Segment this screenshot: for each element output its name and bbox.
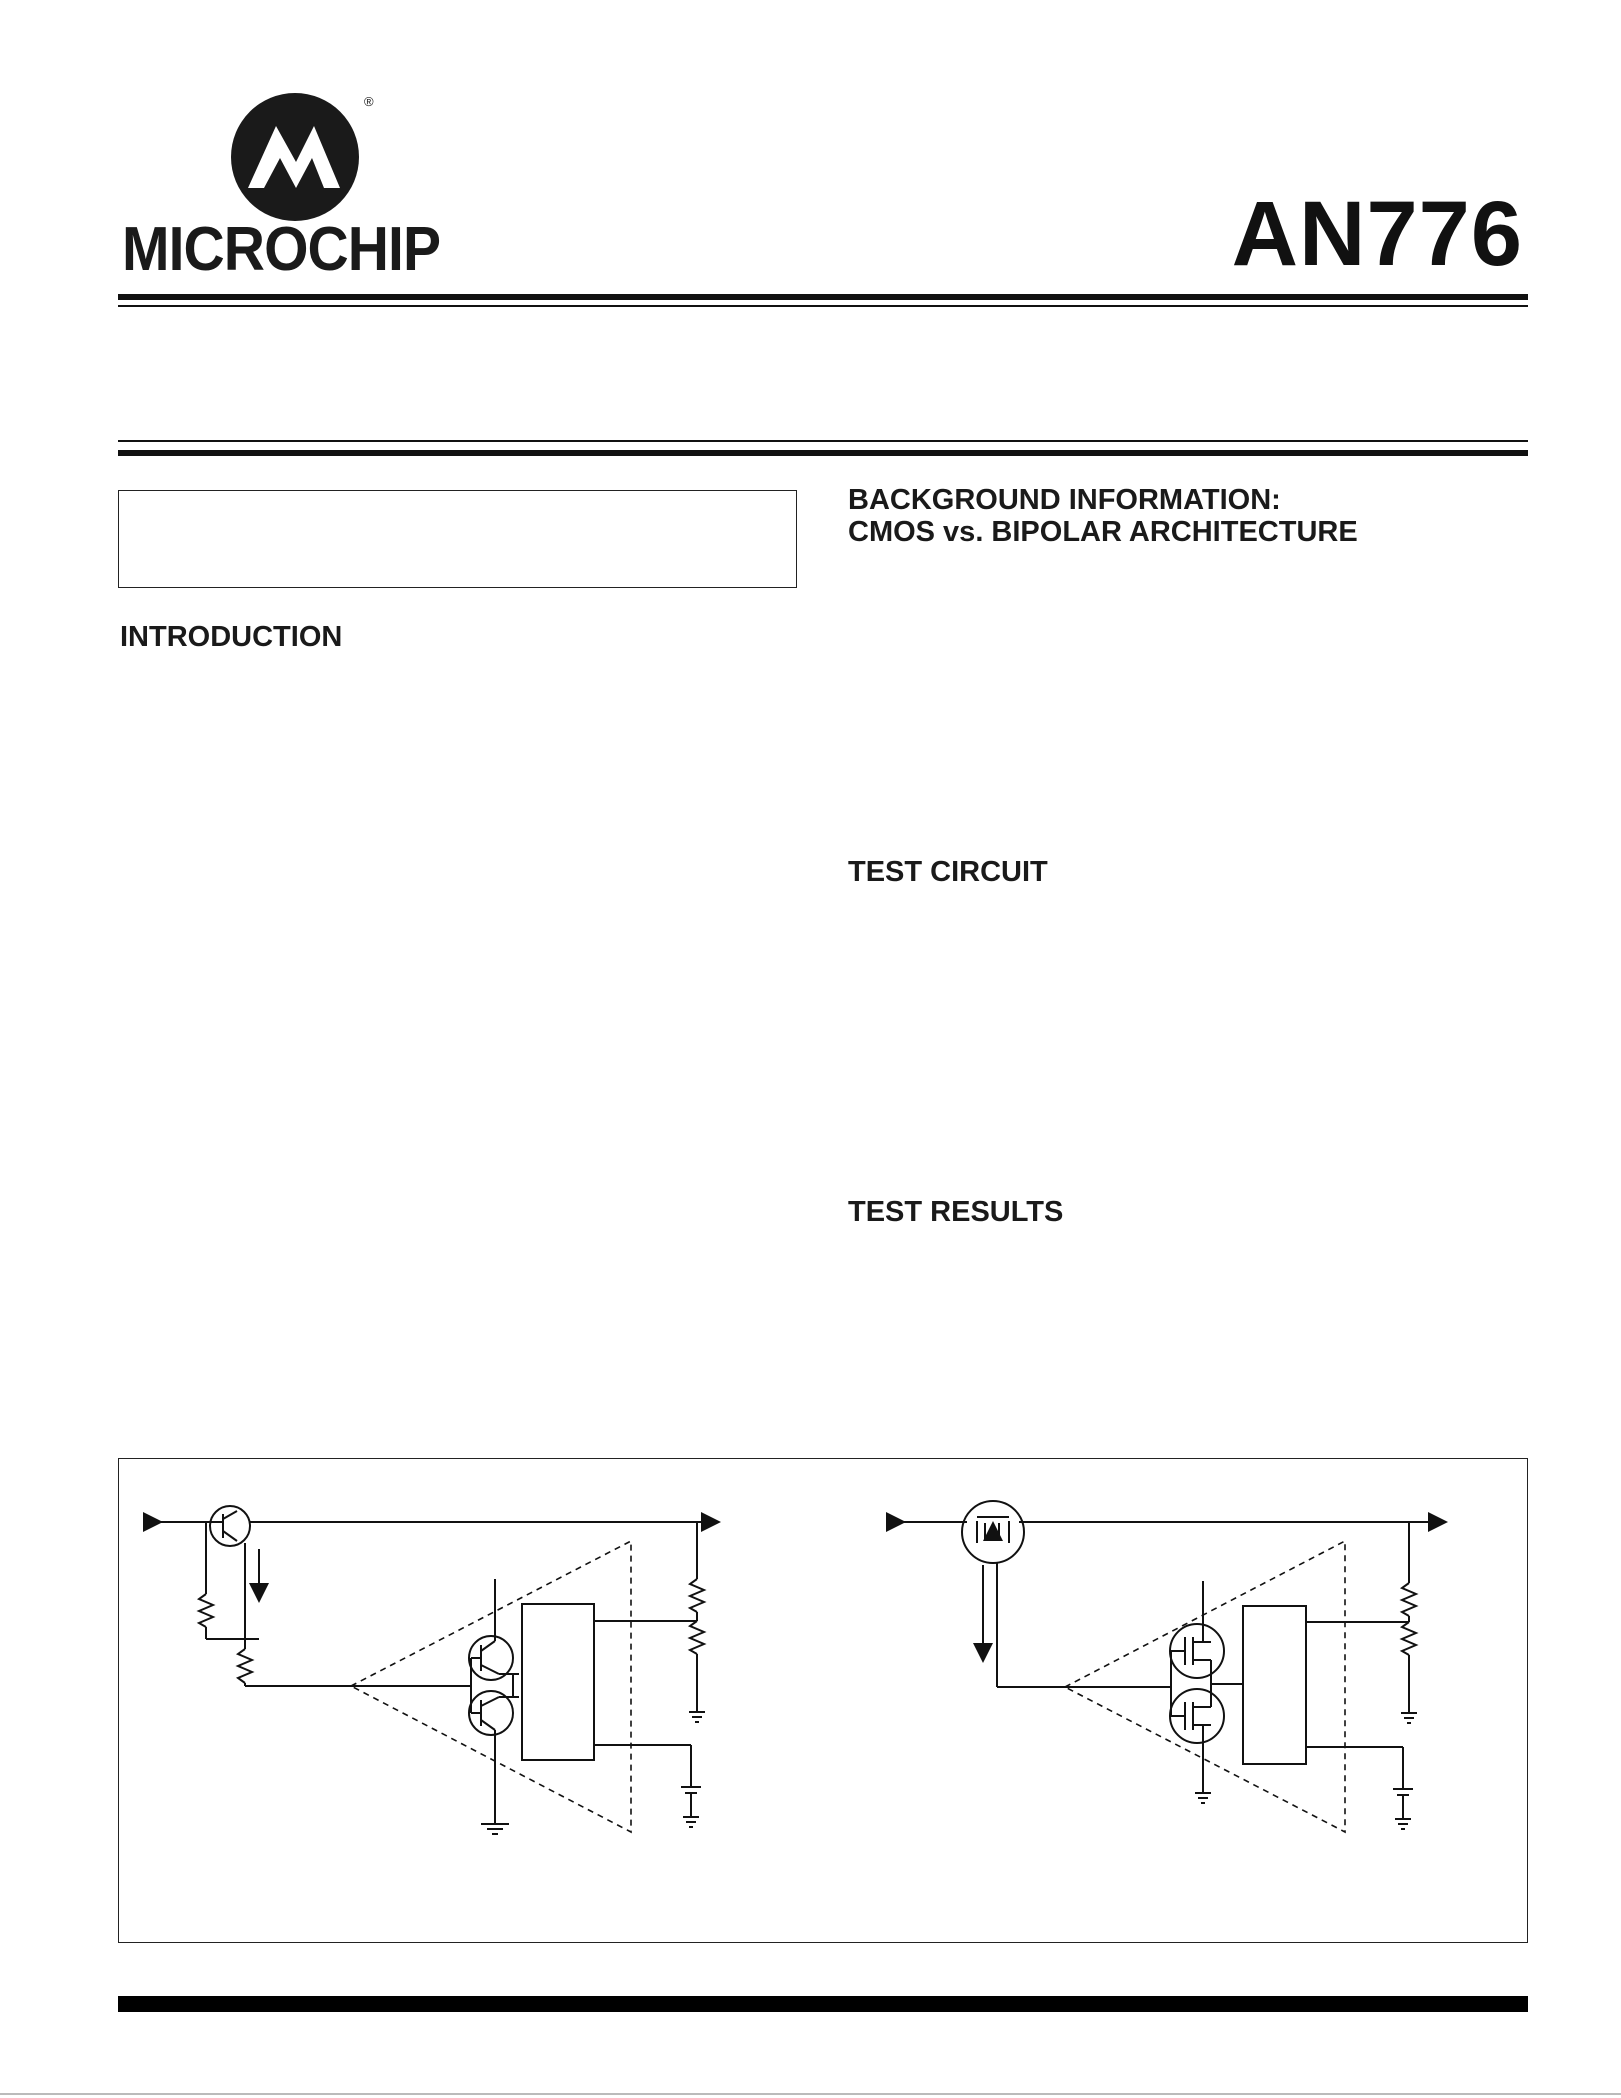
- page-edge-line: [0, 2093, 1621, 2095]
- background-heading-line1: BACKGROUND INFORMATION:: [848, 484, 1281, 516]
- document-number: AN776: [1231, 183, 1523, 285]
- test-circuit-heading: TEST CIRCUIT: [848, 856, 1048, 888]
- brand-name: MICROCHIP: [122, 215, 441, 284]
- author-box: [118, 490, 797, 588]
- cmos-input-mosfet: [962, 1501, 1024, 1563]
- footer-bar: [118, 1996, 1528, 2012]
- header-rule-thin: [118, 305, 1528, 307]
- output-stage-schematics: [119, 1459, 1527, 1942]
- title-rule-thin: [118, 440, 1528, 442]
- registered-mark: ®: [364, 94, 374, 109]
- introduction-heading: INTRODUCTION: [120, 621, 343, 653]
- test-results-heading: TEST RESULTS: [848, 1196, 1064, 1228]
- bipolar-output-transistors: [469, 1579, 519, 1824]
- header-rule-thick: [118, 294, 1528, 300]
- bipolar-schematic: [159, 1506, 717, 1834]
- title-rule-thick: [118, 450, 1528, 456]
- background-heading-line2: CMOS vs. BIPOLAR ARCHITECTURE: [848, 516, 1358, 548]
- bipolar-input-transistor: [210, 1506, 250, 1546]
- microchip-logo-mark-icon: [230, 92, 490, 222]
- cmos-schematic: [902, 1501, 1444, 1832]
- background-heading: [848, 484, 1358, 548]
- figure-box: [118, 1458, 1528, 1943]
